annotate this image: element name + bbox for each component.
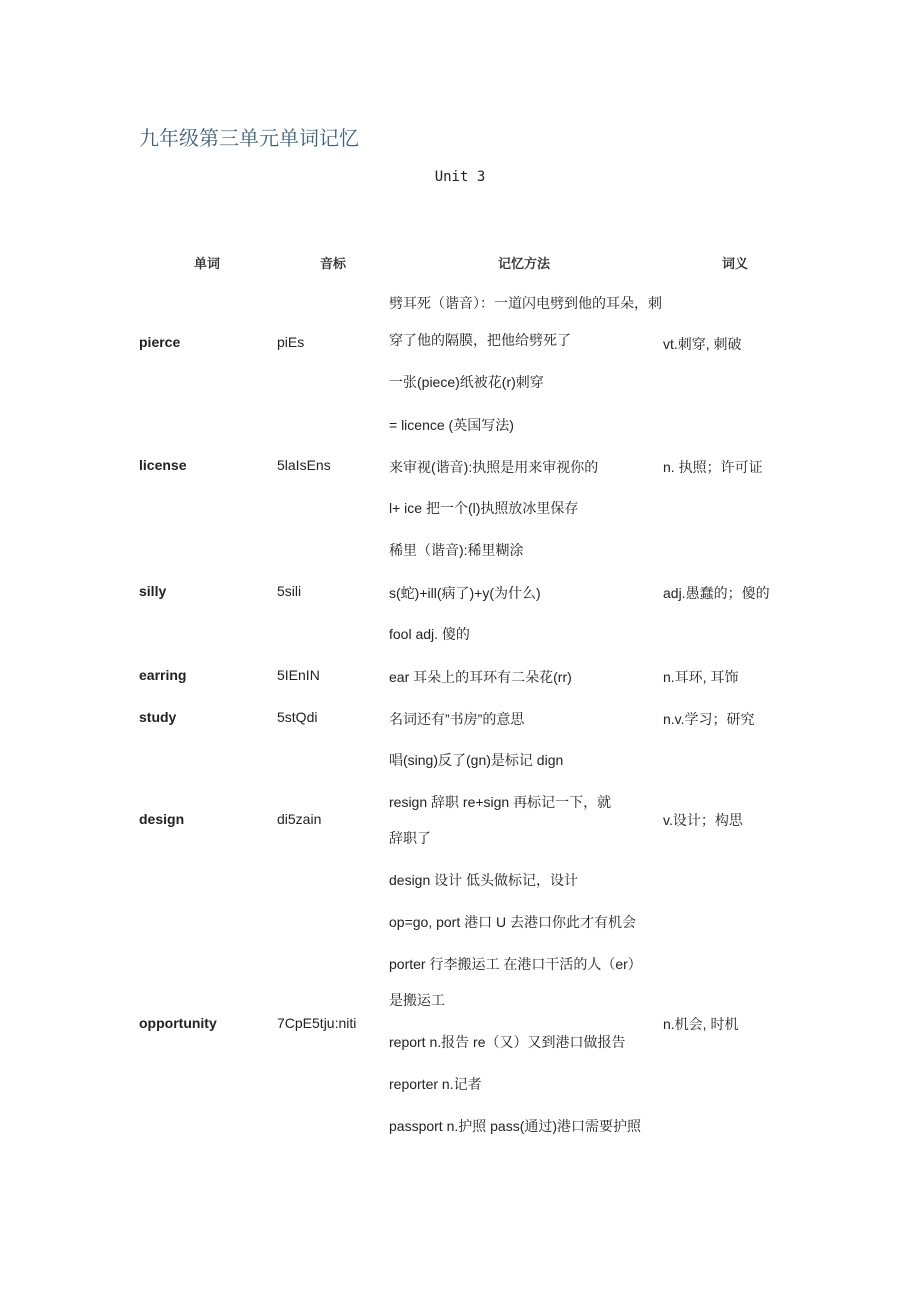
phonetic-cell: 5IEnIN: [277, 667, 320, 683]
method-line: 稀里（谐音):稀里糊涂: [389, 542, 524, 558]
header-word: 单词: [194, 256, 221, 271]
method-line: l+ ice 把一个(l)执照放冰里保存: [389, 500, 579, 516]
method-line: 劈耳死（谐音）：一道闪电劈到他的耳朵，刺: [389, 295, 662, 311]
method-line: 来审视(谐音):执照是用来审视你的: [389, 459, 599, 475]
phonetic-cell: 7CpE5tju:niti: [277, 1015, 357, 1031]
meaning-cell: n.v.学习；研究: [663, 711, 755, 727]
meaning-cell: vt.刺穿, 刺破: [663, 336, 742, 352]
phonetic-cell: 5sili: [277, 583, 302, 599]
method-line: porter 行李搬运工 在港口干活的人（er）: [389, 956, 642, 972]
meaning-cell: n. 执照；许可证: [663, 459, 763, 475]
word-cell: design: [139, 811, 185, 827]
method-line: 穿了他的隔膜，把他给劈死了: [389, 332, 571, 348]
word-cell: pierce: [139, 334, 181, 350]
method-line: ear 耳朵上的耳环有二朵花(rr): [389, 669, 572, 685]
method-line: passport n.护照 pass(通过)港口需要护照: [389, 1118, 642, 1134]
meaning-cell: n.机会, 时机: [663, 1016, 739, 1032]
word-cell: opportunity: [139, 1015, 217, 1031]
unit-heading: Unit 3: [434, 169, 486, 185]
phonetic-cell: 5stQdi: [277, 709, 318, 725]
header-meaning: 词义: [722, 256, 749, 271]
phonetic-cell: piEs: [277, 334, 305, 350]
method-line: report n.报告 re（又）又到港口做报告: [389, 1034, 626, 1050]
word-cell: study: [139, 709, 177, 725]
method-line: 是搬运工: [389, 992, 445, 1008]
word-cell: earring: [139, 667, 187, 683]
method-line: s(蛇)+ill(病了)+y(为什么): [389, 585, 541, 601]
header-phonetic: 音标: [320, 256, 347, 271]
method-line: 唱(sing)反了(gn)是标记 dign: [389, 752, 564, 768]
meaning-cell: adj.愚蠢的；傻的: [663, 585, 770, 601]
method-line: fool adj. 傻的: [389, 626, 470, 642]
page-title: 九年级第三单元单词记忆: [139, 126, 359, 150]
header-method: 记忆方法: [498, 256, 551, 271]
method-line: 一张(piece)纸被花(r)刺穿: [389, 374, 544, 390]
method-line: op=go, port 港口 U 去港口你此才有机会: [389, 914, 637, 930]
phonetic-cell: di5zain: [277, 811, 322, 827]
method-line: design 设计 低头做标记，设计: [389, 872, 579, 888]
word-cell: silly: [139, 583, 167, 599]
meaning-cell: n.耳环, 耳饰: [663, 669, 739, 685]
method-line: 名词还有”书房”的意思: [389, 711, 525, 727]
phonetic-cell: 5laIsEns: [277, 457, 331, 473]
method-line: 辞职了: [389, 830, 431, 846]
meaning-cell: v.设计；构思: [663, 812, 743, 828]
method-line: resign 辞职 re+sign 再标记一下，就: [389, 794, 612, 810]
method-line: reporter n.记者: [389, 1076, 482, 1092]
word-cell: license: [139, 457, 187, 473]
method-line: = licence (英国写法): [389, 417, 514, 433]
